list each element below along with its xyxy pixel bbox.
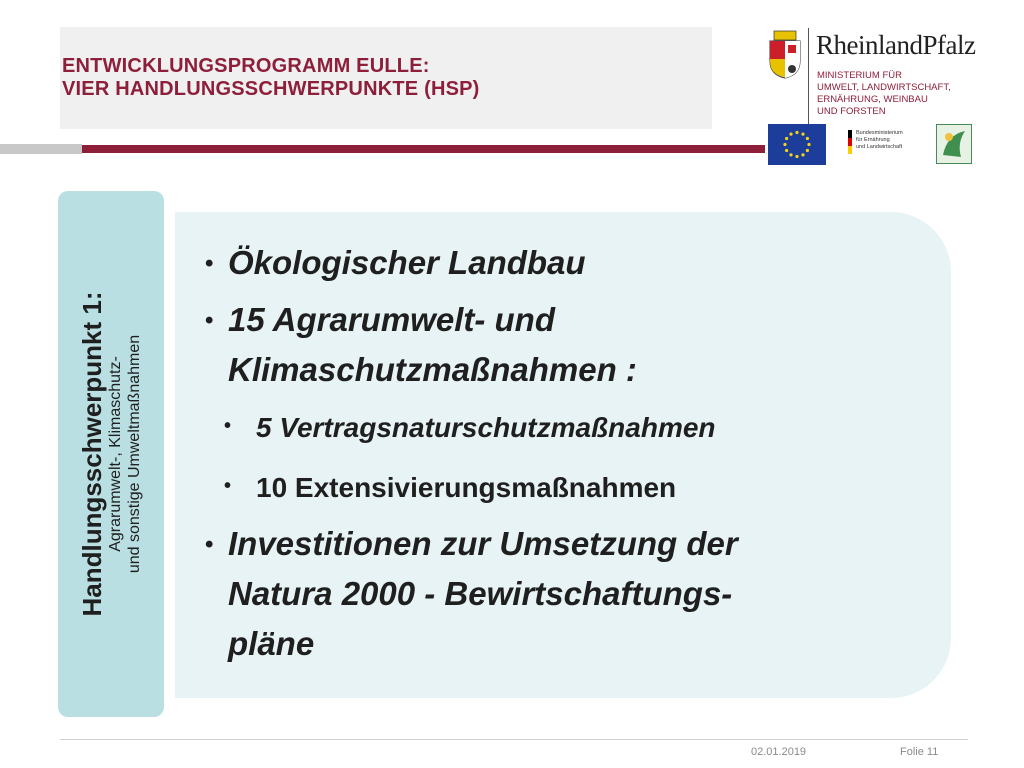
bullet-organic-farming: Ökologischer Landbau	[228, 244, 586, 281]
slide-title-line2: VIER HANDLUNGSSCHWERPUNKTE (HSP)	[62, 78, 480, 100]
slide-title-line1: ENTWICKLUNGSPROGRAMM EULLE:	[62, 55, 430, 77]
german-flag-icon	[848, 130, 852, 154]
federal-ministry-logo	[848, 128, 918, 158]
bullet-natura-line3: pläne	[228, 625, 315, 662]
eu-flag-icon	[768, 124, 826, 165]
state-crest-icon	[768, 29, 802, 79]
sub-bullet-dot: •	[224, 475, 232, 497]
ministry-line: UND FORSTEN	[817, 106, 886, 117]
sub-bullet-extensification: 10 Extensivierungsmaßnahmen	[256, 472, 677, 503]
bullet-agri-env-line2: Klimaschutzmaßnahmen :	[228, 351, 637, 388]
bullet-dot: •	[205, 307, 214, 334]
side-panel-text	[78, 291, 144, 616]
ministry-line: ERNÄHRUNG, WEINBAU	[817, 94, 928, 105]
federal-ministry-line: Bundesministerium	[856, 130, 903, 136]
header-bar-red	[82, 145, 765, 153]
focus-subtitle-line2: und sonstige Umweltmaßnahmen	[126, 334, 143, 574]
ministry-line: UMWELT, LANDWIRTSCHAFT,	[817, 82, 951, 93]
footer-divider	[60, 739, 968, 740]
leader-logo-icon	[936, 124, 972, 164]
focus-subtitle-line1: Agrarumwelt-, Klimaschutz-	[107, 356, 124, 552]
focus-title: Handlungsschwerpunkt 1:	[77, 291, 107, 617]
sub-bullet-dot: •	[224, 415, 232, 437]
ministry-name	[817, 70, 957, 118]
bullet-natura-line2: Natura 2000 - Bewirtschaftungs-	[228, 575, 733, 612]
footer-date: 02.01.2019	[751, 746, 807, 758]
state-logo-text: RheinlandPfalz	[816, 30, 976, 60]
header-bar-grey	[0, 144, 82, 154]
federal-ministry-line: und Landwirtschaft	[856, 144, 903, 150]
bullet-agri-env-line1: 15 Agrarumwelt- und	[228, 301, 555, 338]
footer-slide-number: Folie 11	[900, 746, 939, 758]
logo-divider	[808, 28, 809, 128]
ministry-line: MINISTERIUM FÜR	[817, 70, 902, 81]
logo-area	[760, 22, 976, 172]
bullet-dot: •	[205, 531, 214, 558]
bullet-natura-line1: Investitionen zur Umsetzung der	[228, 525, 738, 562]
bullet-dot: •	[205, 250, 214, 277]
federal-ministry-line: für Ernährung	[856, 137, 890, 143]
sub-bullet-contract-nature: 5 Vertragsnaturschutzmaßnahmen	[256, 412, 716, 443]
